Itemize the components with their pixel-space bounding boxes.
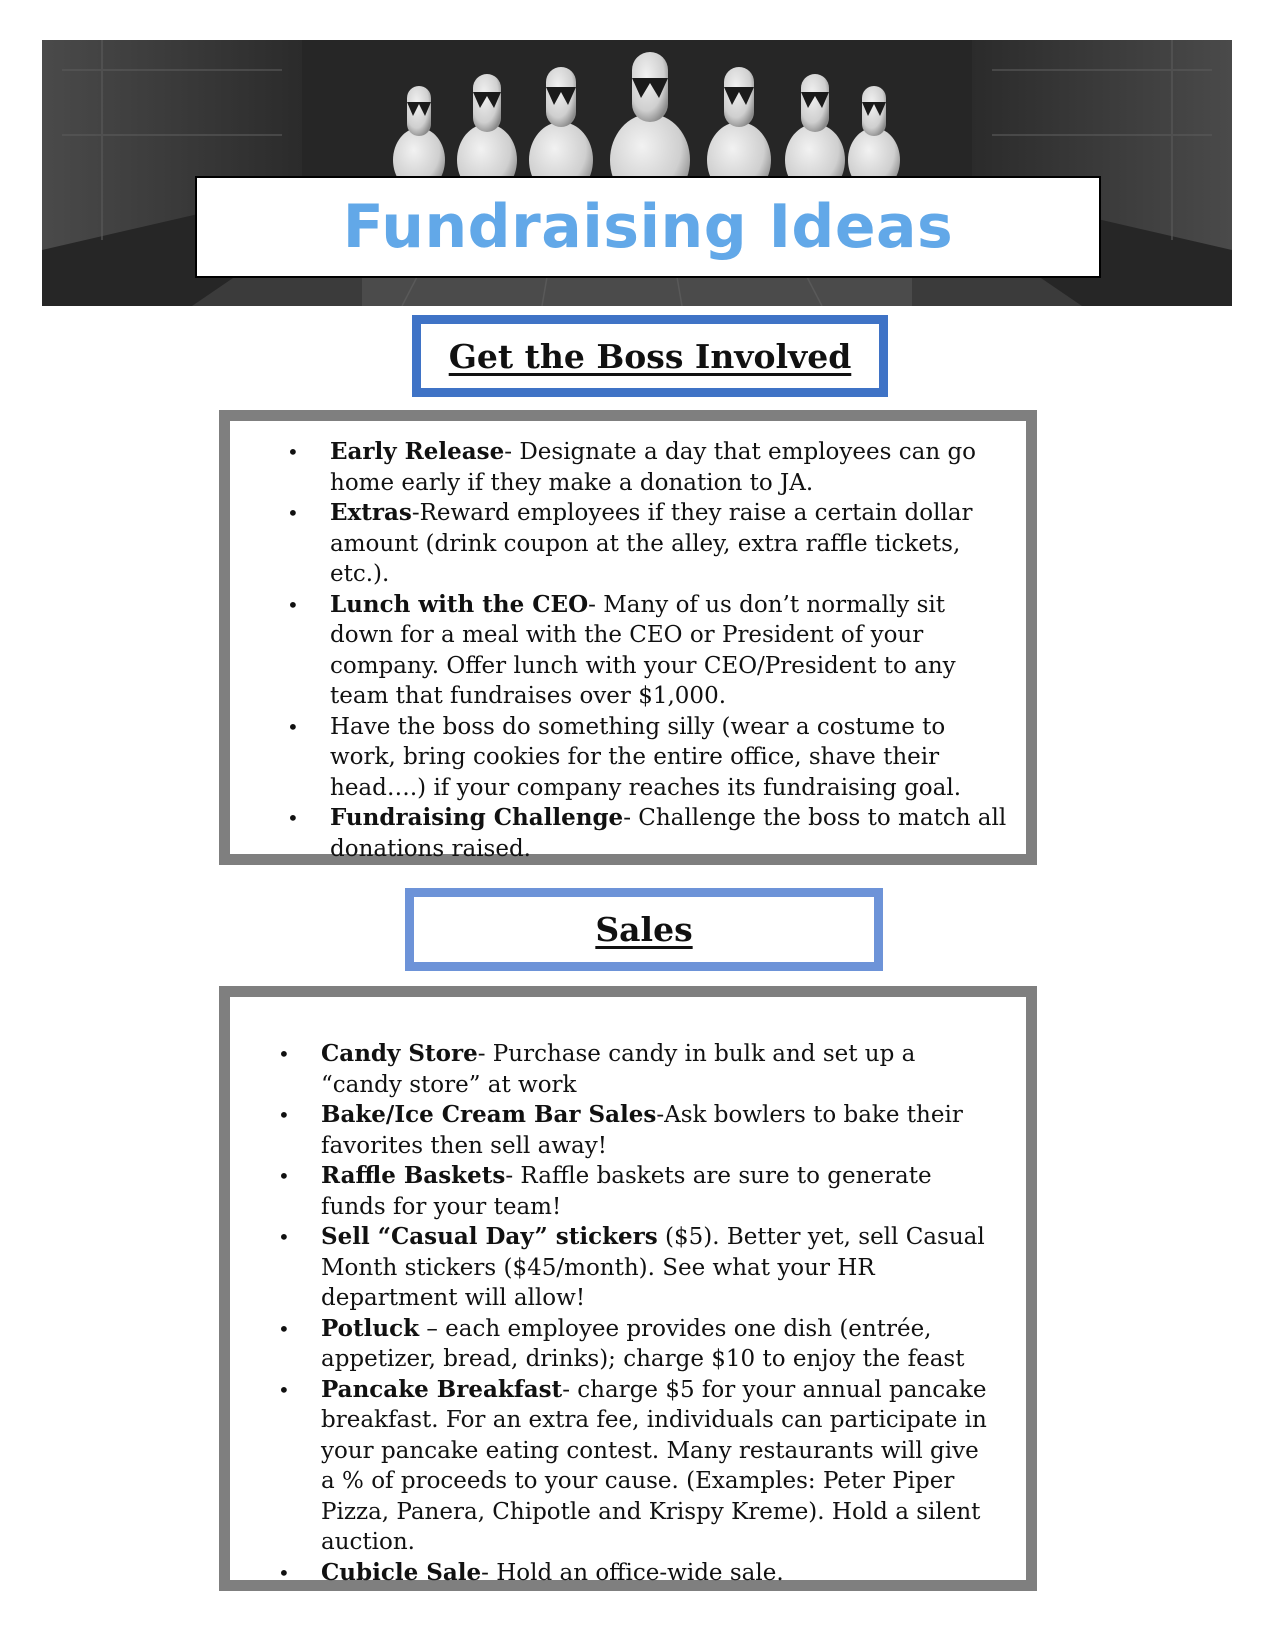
bullet-icon: • xyxy=(287,806,299,830)
list-item xyxy=(230,1222,1020,1314)
idea-text: Have the boss do something silly (wear a costume to work, bring cookies for the entire office, shave their head….) if your company reaches its fundraising goal. xyxy=(330,713,962,801)
header-banner xyxy=(42,40,1232,306)
idea-text: - Challenge the boss to match all donations raised. xyxy=(330,805,1007,862)
list-item xyxy=(230,1039,1020,1100)
section-title-boss: Get the Boss Involved xyxy=(448,336,852,376)
idea-term: Sell “Casual Day” stickers xyxy=(321,1223,658,1250)
list-item xyxy=(230,1375,1020,1558)
bullet-icon: • xyxy=(287,440,299,464)
list-item xyxy=(230,712,1020,804)
list-item xyxy=(230,590,1020,712)
section-title-sales: Sales xyxy=(595,910,693,949)
idea-term: Cubicle Sale xyxy=(321,1558,482,1586)
idea-text: - Hold an office-wide sale. xyxy=(481,1559,784,1586)
bullet-icon: • xyxy=(278,1103,290,1127)
idea-term: Raffle Baskets xyxy=(321,1162,506,1189)
idea-term: Potluck xyxy=(321,1314,420,1342)
list-item xyxy=(230,1161,1020,1222)
idea-text: – each employee provides one dish (entrée, appetizer, bread, drinks); charge $10 to enjoy the feast xyxy=(321,1315,965,1372)
bullet-icon: • xyxy=(278,1560,290,1585)
sales-ideas-list xyxy=(230,1039,1020,1588)
idea-term: Fundraising Challenge xyxy=(330,804,624,831)
idea-text: -Ask bowlers to bake their favorites then sell away! xyxy=(321,1102,963,1159)
bullet-icon: • xyxy=(278,1225,290,1249)
title-box xyxy=(195,176,1101,278)
idea-term: Candy Store xyxy=(321,1040,478,1067)
bullet-icon: • xyxy=(278,1316,290,1341)
list-item xyxy=(230,803,1020,864)
idea-text: -Reward employees if they raise a certain dollar amount (drink coupon at the alley, extra raffle tickets, etc.). xyxy=(330,500,973,587)
boss-ideas-box xyxy=(219,410,1037,865)
list-item xyxy=(230,1314,1020,1375)
idea-text: - charge $5 for your annual pancake breakfast. For an extra fee, individuals can participate in your pancake eating contest. Many restaurants will give a % of proceeds to your cause. (Examples: Peter Piper Pizza, Panera, Chipotle and Krispy Kreme). Hold a silent auction. xyxy=(321,1376,987,1555)
list-item xyxy=(230,437,1020,498)
section-heading-boss xyxy=(412,315,888,397)
idea-term: Early Release xyxy=(330,438,505,465)
bullet-icon: • xyxy=(287,714,299,739)
idea-term: Extras xyxy=(330,499,412,526)
boss-ideas-list xyxy=(230,437,1020,864)
idea-text: - Designate a day that employees can go home early if they make a donation to JA. xyxy=(330,439,977,496)
idea-text: - Many of us don’t normally sit down for a meal with the CEO or President of your company. Offer lunch with your CEO/President to any team that fundraises over $1,000. xyxy=(330,591,956,709)
list-item xyxy=(230,1100,1020,1161)
idea-term: Pancake Breakfast xyxy=(321,1375,563,1403)
idea-term: Bake/Ice Cream Bar Sales xyxy=(321,1101,657,1128)
section-heading-sales xyxy=(405,888,883,971)
page-title: Fundraising Ideas xyxy=(342,192,954,262)
bullet-icon: • xyxy=(278,1164,290,1188)
idea-text: - Raffle baskets are sure to generate funds for your team! xyxy=(321,1163,932,1220)
bullet-icon: • xyxy=(278,1042,290,1066)
idea-term: Lunch with the CEO xyxy=(330,590,589,618)
bullet-icon: • xyxy=(287,501,299,525)
bullet-icon: • xyxy=(287,592,299,617)
sales-ideas-box xyxy=(219,986,1037,1591)
bullet-icon: • xyxy=(278,1377,290,1402)
list-item xyxy=(230,1558,1020,1589)
idea-text: - Purchase candy in bulk and set up a “candy store” at work xyxy=(321,1041,916,1098)
list-item xyxy=(230,498,1020,590)
idea-text: ($5). Better yet, sell Casual Month stickers ($45/month). See what your HR department will allow! xyxy=(321,1224,985,1311)
